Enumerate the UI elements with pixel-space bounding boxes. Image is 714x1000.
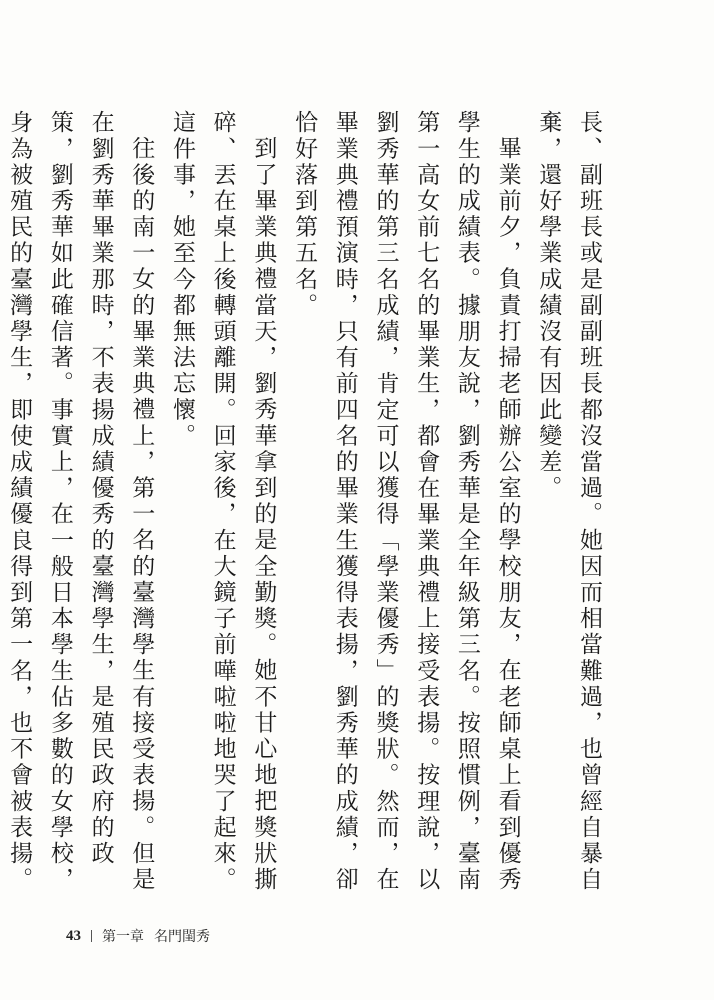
vertical-text-block xyxy=(0,110,609,900)
chapter-label: 第一章 xyxy=(102,929,144,945)
chapter-title: 名門閨秀 xyxy=(154,929,210,945)
paragraph-2: 畢業前夕，負責打掃老師辦公室的學校朋友，在老師桌上看到優秀學生的成績表。據朋友說，劉秀華是全年級第三名。按照慣例，臺南第一高女前七名的畢業生，都會在畢業典禮上接受表揚。按理說，以劉秀華的第三名成績，肯定可以獲得「學業優秀」的獎狀。然而，在畢業典禮預演時，只有前四名的畢業生獲得表揚，劉秀華的成績，卻恰好落到第五名。 xyxy=(291,110,521,894)
page-number: 43 xyxy=(66,927,81,944)
paragraph-1: 長、副班長或是副副班長都沒當過。她因而相當難過，也曾經自暴自棄，還好學業成績沒有因此變差。 xyxy=(535,110,602,893)
paragraph-3: 到了畢業典禮當天，劉秀華拿到的是全勤獎。她不甘心地把獎狀撕碎、丟在桌上後轉頭離開。回家後，在大鏡子前嘩啦啦地哭了起來。這件事，她至今都無法忘懷。 xyxy=(168,110,277,894)
footer-divider xyxy=(91,930,92,942)
paragraph-4: 往後的南一女的畢業典禮上，第一名的臺灣學生有接受表揚。但是在劉秀華畢業那時，不表揚成績優秀的臺灣學生，是殖民政府的政策，劉秀華如此確信著。事實上，在一般日本學生佔多數的女學校，身為被殖民的臺灣學生，即使成績優良得到第一名，也不會被表揚。 xyxy=(6,110,155,894)
page-footer xyxy=(66,926,210,946)
